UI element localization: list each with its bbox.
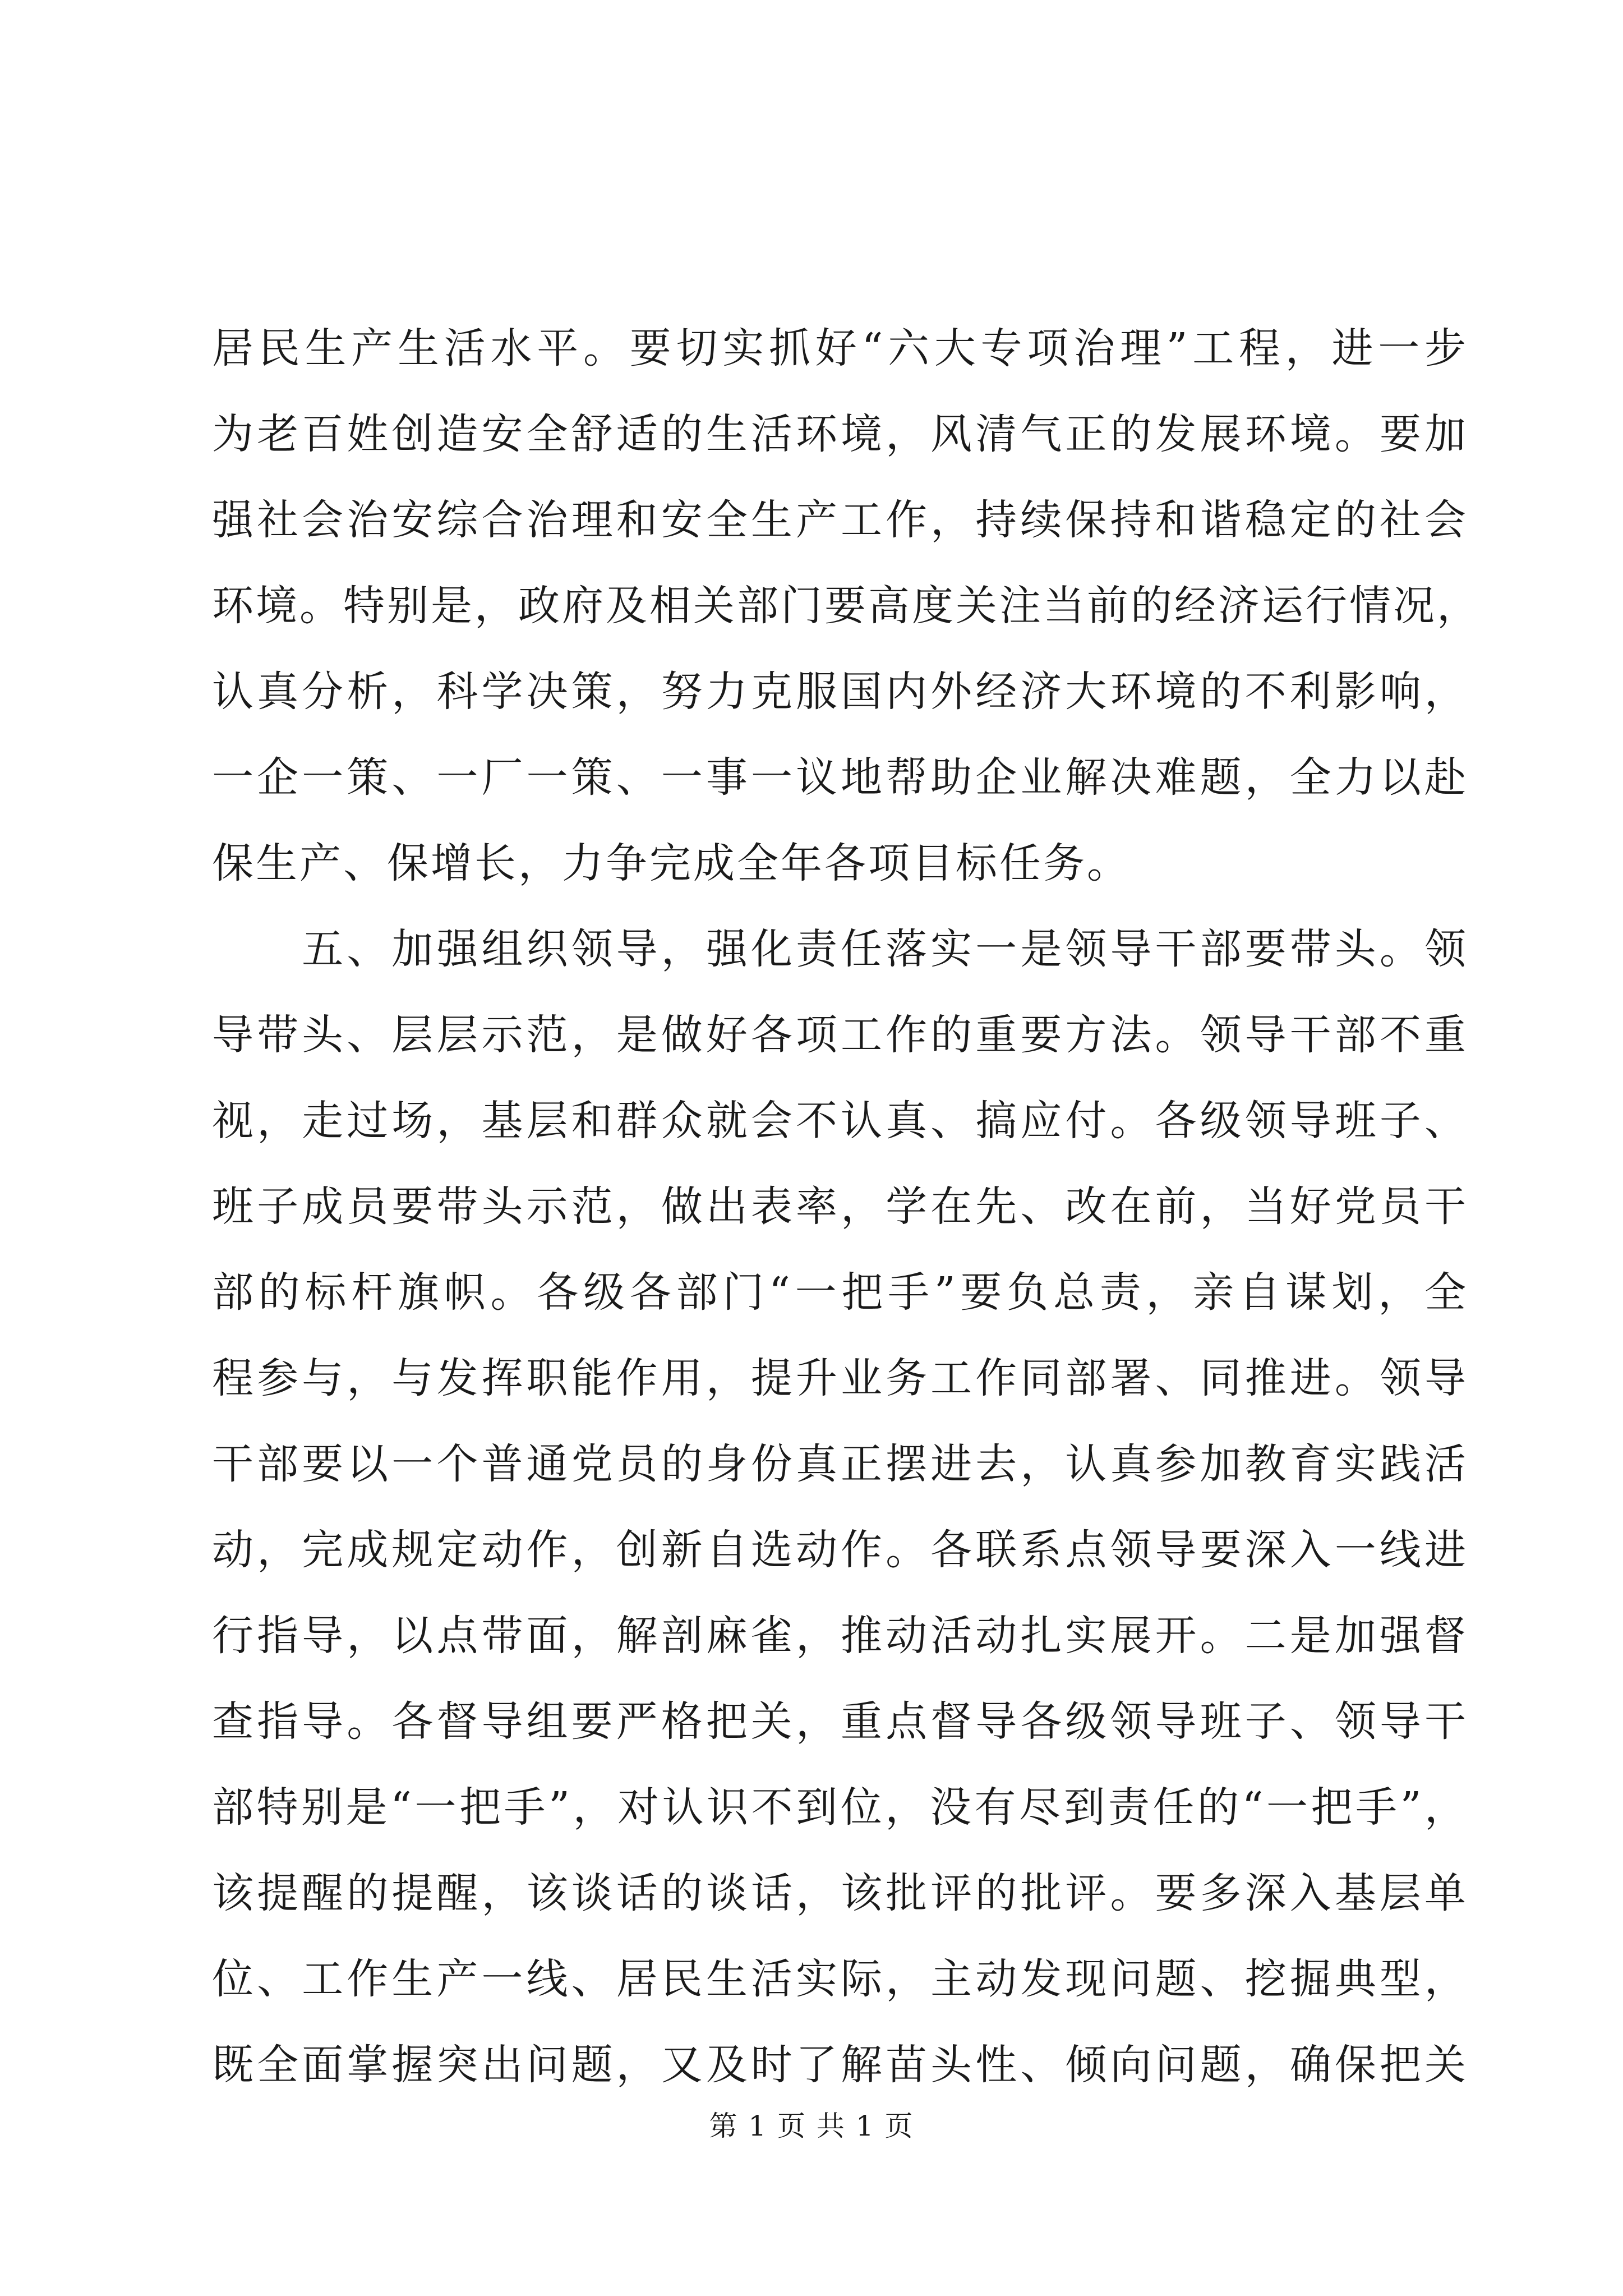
- text-line: 视，走过场，基层和群众就会不认真、搞应付。各级领导班子、: [212, 1097, 1468, 1145]
- body-text: [212, 306, 1481, 2108]
- text-line: 查指导。各督导组要严格把关，重点督导各级领导班子、领导干: [212, 1697, 1468, 1746]
- text-line: 部特别是“一把手”，对认识不到位，没有尽到责任的“一把手”，: [212, 1783, 1468, 1832]
- text-line: 既全面掌握突出问题，又及时了解苗头性、倾向问题，确保把关: [212, 2041, 1468, 2089]
- text-line: 班子成员要带头示范，做出表率，学在先、改在前，当好党员干: [212, 1182, 1468, 1231]
- text-line: 干部要以一个普通党员的身份真正摆进去，认真参加教育实践活: [212, 1440, 1468, 1488]
- text-line: 动，完成规定动作，创新自选动作。各联系点领导要深入一线进: [212, 1526, 1468, 1574]
- text-line: 位、工作生产一线、居民生活实际，主动发现问题、挖掘典型，: [212, 1955, 1468, 2003]
- text-line: 环境。特别是，政府及相关部门要高度关注当前的经济运行情况，: [212, 582, 1481, 630]
- text-line: 保生产、保增长，力争完成全年各项目标任务。: [212, 839, 1131, 887]
- text-line: 强社会治安综合治理和安全生产工作，持续保持和谐稳定的社会: [212, 496, 1468, 544]
- text-line: 该提醒的提醒，该谈话的谈话，该批评的批评。要多深入基层单: [212, 1869, 1468, 1917]
- text-line: 为老百姓创造安全舒适的生活环境，风清气正的发展环境。要加: [212, 410, 1468, 458]
- page-number-footer: 第 1 页 共 1 页: [709, 2110, 914, 2142]
- text-line: 认真分析，科学决策，努力克服国内外经济大环境的不利影响，: [212, 668, 1468, 716]
- text-line: 居民生产生活水平。要切实抓好“六大专项治理”工程，进一步: [212, 324, 1468, 372]
- text-line: 部的标杆旗帜。各级各部门“一把手”要负总责，亲自谋划，全: [212, 1268, 1468, 1317]
- text-line: 行指导，以点带面，解剖麻雀，推动活动扎实展开。二是加强督: [212, 1612, 1468, 1660]
- text-line: 五、加强组织领导，强化责任落实一是领导干部要带头。领: [212, 925, 1468, 973]
- text-line: 程参与，与发挥职能作用，提升业务工作同部署、同推进。领导: [212, 1354, 1468, 1402]
- text-line: 一企一策、一厂一策、一事一议地帮助企业解决难题，全力以赴: [212, 753, 1468, 802]
- text-line: 导带头、层层示范，是做好各项工作的重要方法。领导干部不重: [212, 1011, 1468, 1059]
